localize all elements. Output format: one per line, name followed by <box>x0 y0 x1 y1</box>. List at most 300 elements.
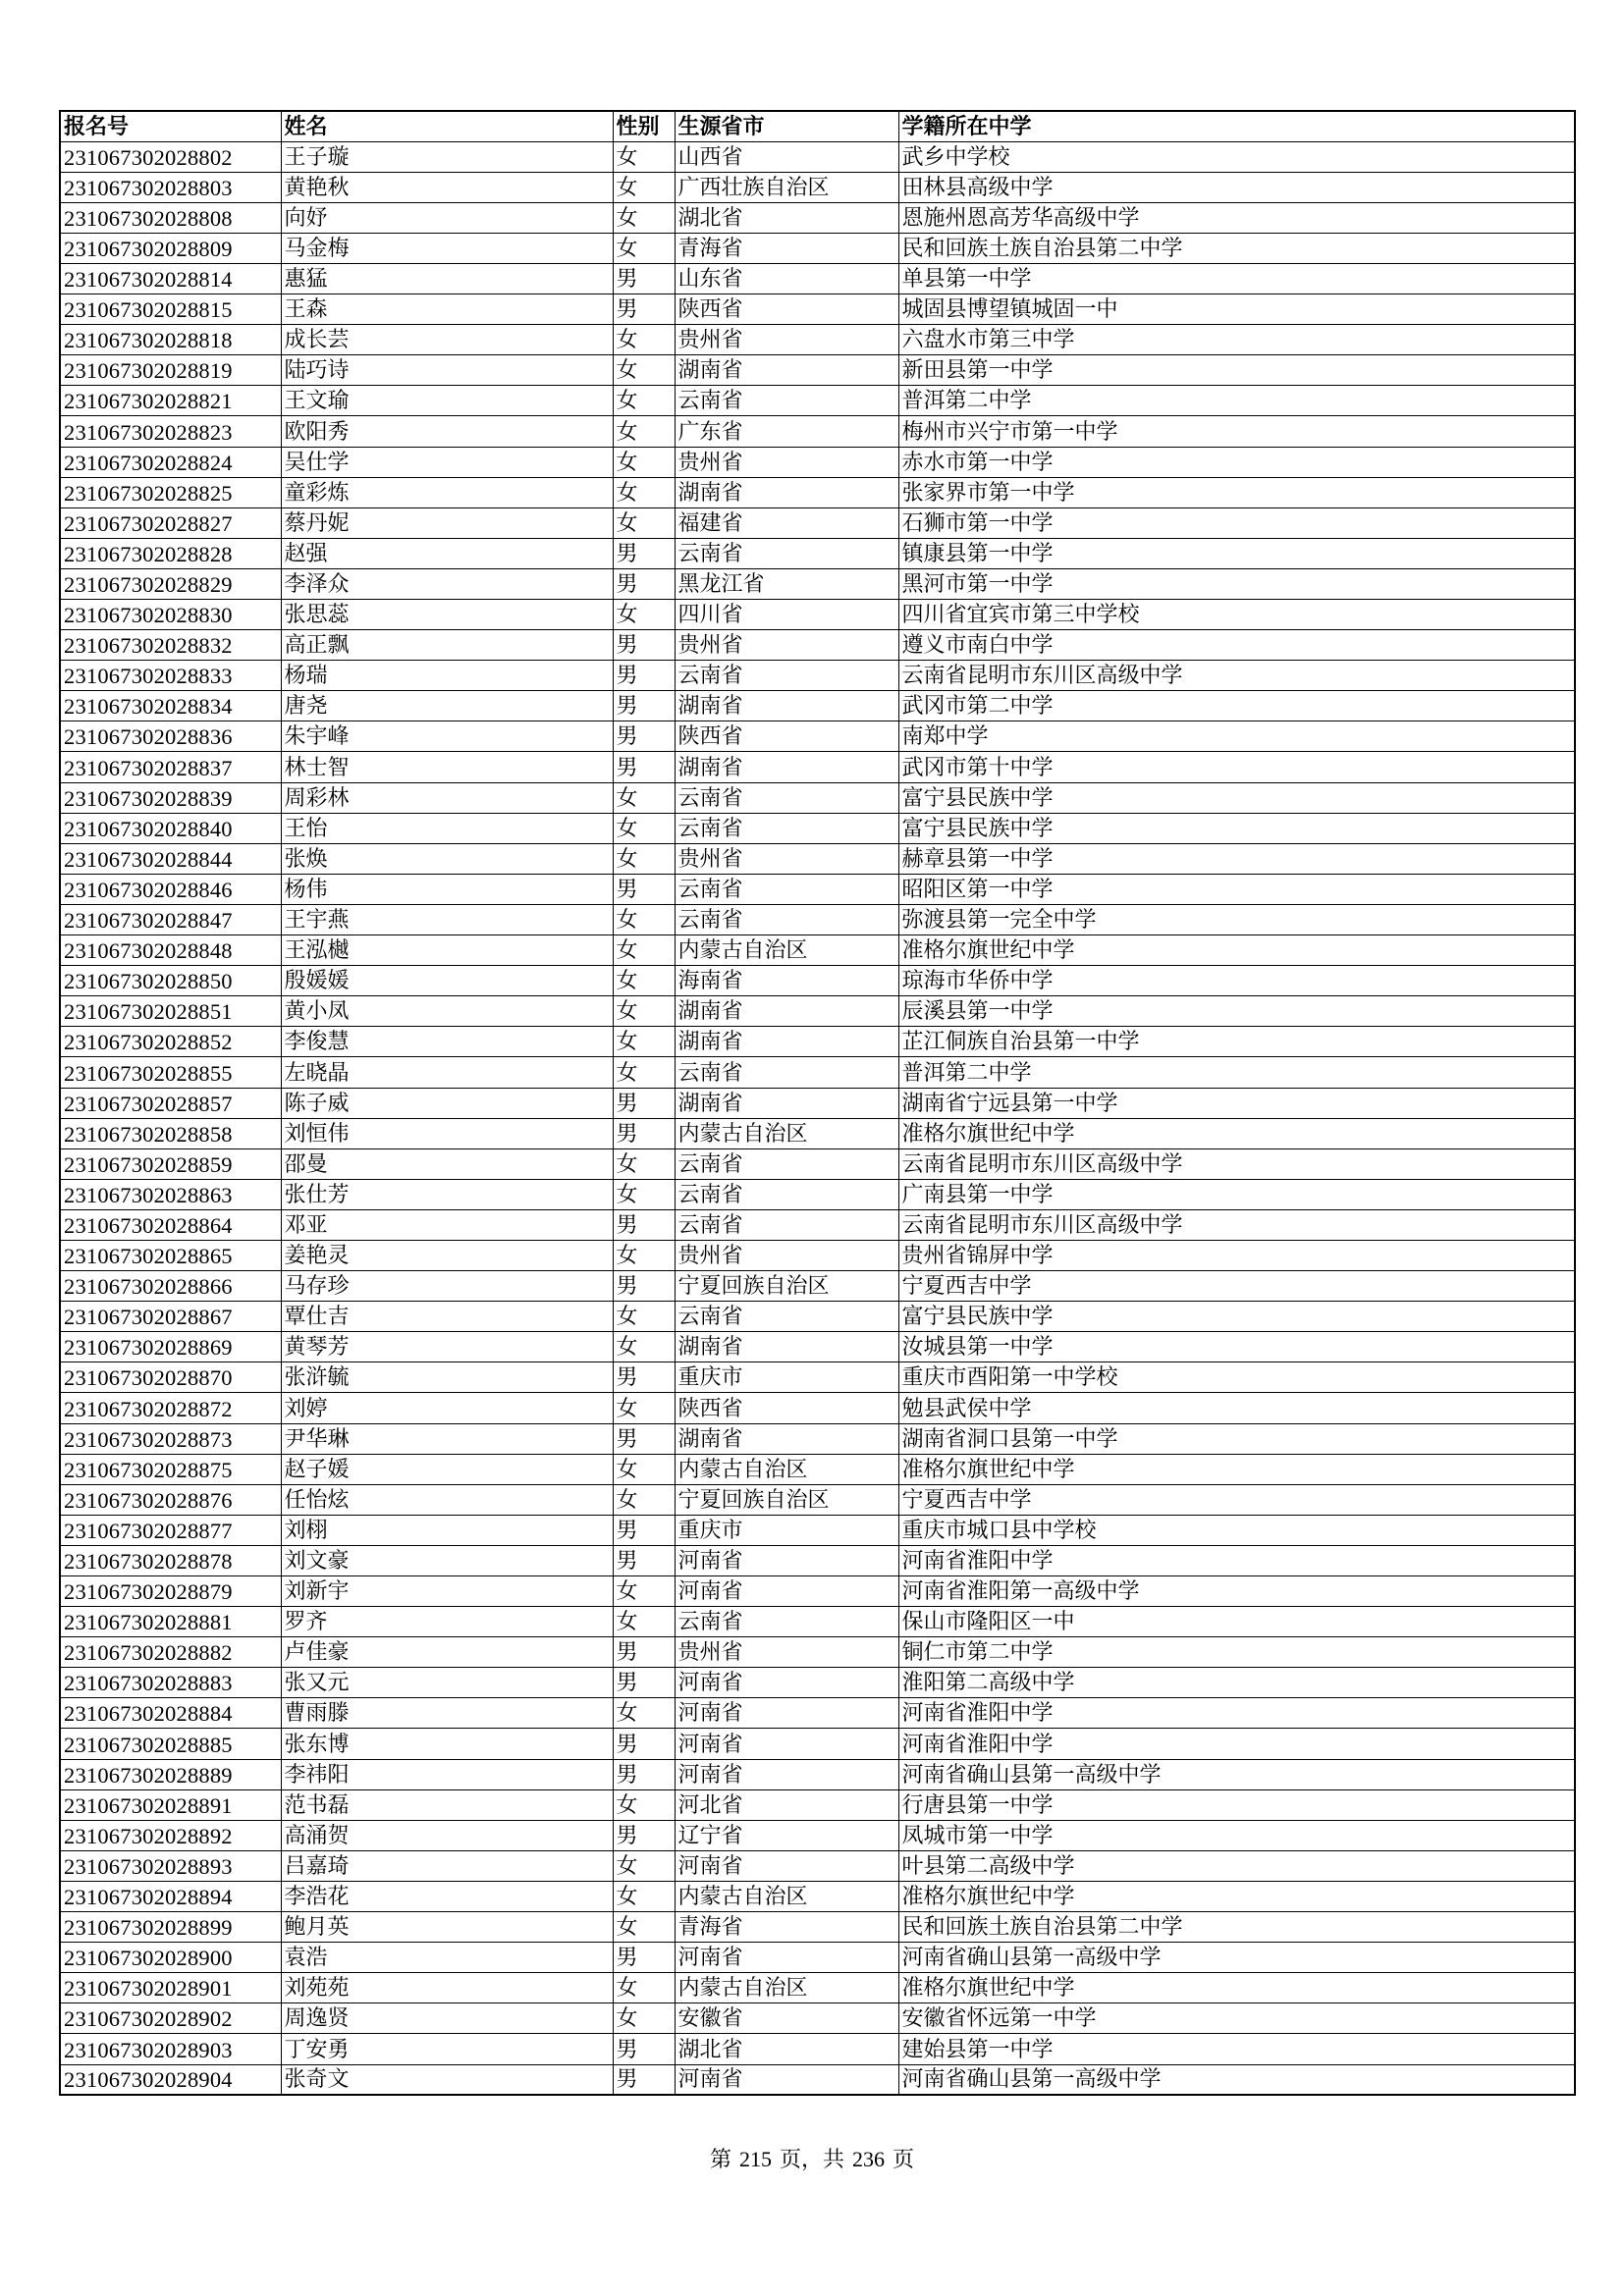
table-row <box>60 1393 1575 1423</box>
table-row <box>60 294 1575 325</box>
province-cell: 辽宁省 <box>675 1820 898 1850</box>
province-cell: 云南省 <box>675 386 898 416</box>
registration-number-cell: 231067302028865 <box>60 1240 281 1270</box>
name-cell: 丁安勇 <box>281 2034 613 2064</box>
school-cell: 民和回族土族自治县第二中学 <box>898 233 1575 263</box>
table-row <box>60 416 1575 447</box>
gender-cell: 男 <box>613 874 675 904</box>
gender-cell: 男 <box>613 568 675 599</box>
table-row <box>60 1881 1575 1911</box>
province-cell: 青海省 <box>675 233 898 263</box>
name-cell: 范书磊 <box>281 1789 613 1820</box>
gender-cell: 女 <box>613 1850 675 1881</box>
table-row <box>60 1912 1575 1943</box>
table-row <box>60 843 1575 874</box>
registration-number-cell: 231067302028825 <box>60 477 281 507</box>
province-cell: 云南省 <box>675 1209 898 1240</box>
registration-number-cell: 231067302028834 <box>60 691 281 721</box>
registration-number-cell: 231067302028848 <box>60 935 281 966</box>
registration-number-cell: 231067302028859 <box>60 1148 281 1179</box>
school-cell: 辰溪县第一中学 <box>898 996 1575 1027</box>
school-cell: 恩施州恩高芳华高级中学 <box>898 202 1575 233</box>
gender-cell: 女 <box>613 813 675 843</box>
table-row <box>60 1179 1575 1209</box>
province-cell: 湖南省 <box>675 1332 898 1362</box>
table-header-row <box>60 111 1575 141</box>
registration-number-cell: 231067302028900 <box>60 1943 281 1973</box>
gender-cell: 女 <box>613 1393 675 1423</box>
gender-cell: 男 <box>613 294 675 325</box>
registration-number-cell: 231067302028870 <box>60 1362 281 1393</box>
province-cell: 内蒙古自治区 <box>675 1973 898 2003</box>
province-cell: 湖南省 <box>675 1423 898 1454</box>
registration-number-cell: 231067302028863 <box>60 1179 281 1209</box>
name-cell: 黄小凤 <box>281 996 613 1027</box>
gender-cell: 女 <box>613 141 675 172</box>
school-cell: 河南省确山县第一高级中学 <box>898 2064 1575 2095</box>
registration-number-cell: 231067302028875 <box>60 1454 281 1484</box>
school-cell: 安徽省怀远第一中学 <box>898 2003 1575 2034</box>
name-cell: 姜艳灵 <box>281 1240 613 1270</box>
province-cell: 四川省 <box>675 600 898 630</box>
province-cell: 宁夏回族自治区 <box>675 1271 898 1302</box>
table-row <box>60 507 1575 538</box>
registration-number-cell: 231067302028827 <box>60 507 281 538</box>
name-cell: 罗齐 <box>281 1607 613 1637</box>
province-cell: 青海省 <box>675 1912 898 1943</box>
registration-number-cell: 231067302028852 <box>60 1027 281 1057</box>
table-row <box>60 1576 1575 1607</box>
registration-number-cell: 231067302028892 <box>60 1820 281 1850</box>
gender-cell: 女 <box>613 172 675 202</box>
registration-number-cell: 231067302028851 <box>60 996 281 1027</box>
province-cell: 河南省 <box>675 1850 898 1881</box>
school-cell: 河南省淮阳第一高级中学 <box>898 1576 1575 1607</box>
school-cell: 南郑中学 <box>898 721 1575 752</box>
province-cell: 湖南省 <box>675 752 898 782</box>
school-cell: 田林县高级中学 <box>898 172 1575 202</box>
province-cell: 重庆市 <box>675 1362 898 1393</box>
registration-number-cell: 231067302028814 <box>60 263 281 294</box>
registration-number-cell: 231067302028858 <box>60 1118 281 1148</box>
table-row <box>60 1088 1575 1118</box>
school-cell: 石狮市第一中学 <box>898 507 1575 538</box>
province-cell: 重庆市 <box>675 1515 898 1545</box>
province-cell: 陕西省 <box>675 1393 898 1423</box>
registration-number-cell: 231067302028879 <box>60 1576 281 1607</box>
school-cell: 宁夏西吉中学 <box>898 1484 1575 1515</box>
gender-cell: 女 <box>613 1607 675 1637</box>
name-cell: 王泓樾 <box>281 935 613 966</box>
name-cell: 曹雨滕 <box>281 1698 613 1729</box>
table-row <box>60 1850 1575 1881</box>
table-row <box>60 661 1575 691</box>
name-cell: 左晓晶 <box>281 1057 613 1088</box>
registration-number-cell: 231067302028894 <box>60 1881 281 1911</box>
province-cell: 山东省 <box>675 263 898 294</box>
school-cell: 准格尔旗世纪中学 <box>898 1973 1575 2003</box>
registration-number-cell: 231067302028808 <box>60 202 281 233</box>
name-cell: 欧阳秀 <box>281 416 613 447</box>
header-name: 姓名 <box>281 111 613 141</box>
name-cell: 张思蕊 <box>281 600 613 630</box>
province-cell: 海南省 <box>675 966 898 996</box>
province-cell: 贵州省 <box>675 1637 898 1668</box>
school-cell: 河南省确山县第一高级中学 <box>898 1943 1575 1973</box>
school-cell: 湖南省宁远县第一中学 <box>898 1088 1575 1118</box>
school-cell: 凤城市第一中学 <box>898 1820 1575 1850</box>
name-cell: 王怡 <box>281 813 613 843</box>
table-row <box>60 141 1575 172</box>
gender-cell: 女 <box>613 1332 675 1362</box>
table-row <box>60 2064 1575 2095</box>
gender-cell: 女 <box>613 996 675 1027</box>
name-cell: 殷媛媛 <box>281 966 613 996</box>
school-cell: 富宁县民族中学 <box>898 782 1575 813</box>
gender-cell: 男 <box>613 1820 675 1850</box>
province-cell: 安徽省 <box>675 2003 898 2034</box>
name-cell: 杨伟 <box>281 874 613 904</box>
province-cell: 贵州省 <box>675 447 898 477</box>
school-cell: 汝城县第一中学 <box>898 1332 1575 1362</box>
gender-cell: 女 <box>613 904 675 934</box>
registration-number-cell: 231067302028904 <box>60 2064 281 2095</box>
school-cell: 镇康县第一中学 <box>898 538 1575 568</box>
registration-number-cell: 231067302028832 <box>60 630 281 661</box>
registration-number-cell: 231067302028823 <box>60 416 281 447</box>
gender-cell: 男 <box>613 721 675 752</box>
school-cell: 城固县博望镇城固一中 <box>898 294 1575 325</box>
school-cell: 四川省宜宾市第三中学校 <box>898 600 1575 630</box>
school-cell: 普洱第二中学 <box>898 386 1575 416</box>
province-cell: 内蒙古自治区 <box>675 1881 898 1911</box>
gender-cell: 女 <box>613 1973 675 2003</box>
school-cell: 新田县第一中学 <box>898 355 1575 386</box>
gender-cell: 女 <box>613 1057 675 1088</box>
registration-number-cell: 231067302028885 <box>60 1729 281 1759</box>
gender-cell: 男 <box>613 630 675 661</box>
gender-cell: 女 <box>613 1240 675 1270</box>
registration-number-cell: 231067302028857 <box>60 1088 281 1118</box>
name-cell: 李浩花 <box>281 1881 613 1911</box>
registration-number-cell: 231067302028901 <box>60 1973 281 2003</box>
table-row <box>60 874 1575 904</box>
school-cell: 河南省淮阳中学 <box>898 1698 1575 1729</box>
school-cell: 准格尔旗世纪中学 <box>898 935 1575 966</box>
province-cell: 河南省 <box>675 1729 898 1759</box>
name-cell: 成长芸 <box>281 325 613 355</box>
name-cell: 王文瑜 <box>281 386 613 416</box>
gender-cell: 男 <box>613 2064 675 2095</box>
page-number: 215 <box>738 2147 772 2171</box>
table-row <box>60 1362 1575 1393</box>
name-cell: 黄艳秋 <box>281 172 613 202</box>
name-cell: 覃仕吉 <box>281 1302 613 1332</box>
table-row <box>60 1820 1575 1850</box>
name-cell: 张焕 <box>281 843 613 874</box>
registration-number-cell: 231067302028884 <box>60 1698 281 1729</box>
registration-number-cell: 231067302028828 <box>60 538 281 568</box>
province-cell: 贵州省 <box>675 630 898 661</box>
gender-cell: 男 <box>613 1271 675 1302</box>
school-cell: 云南省昆明市东川区高级中学 <box>898 661 1575 691</box>
registration-number-cell: 231067302028866 <box>60 1271 281 1302</box>
school-cell: 行唐县第一中学 <box>898 1789 1575 1820</box>
school-cell: 广南县第一中学 <box>898 1179 1575 1209</box>
name-cell: 唐尧 <box>281 691 613 721</box>
gender-cell: 女 <box>613 966 675 996</box>
table-row <box>60 752 1575 782</box>
registration-number-cell: 231067302028839 <box>60 782 281 813</box>
province-cell: 湖南省 <box>675 477 898 507</box>
name-cell: 陈子威 <box>281 1088 613 1118</box>
gender-cell: 女 <box>613 1179 675 1209</box>
school-cell: 叶县第二高级中学 <box>898 1850 1575 1881</box>
footer-mid: 页，共 <box>779 2147 844 2171</box>
school-cell: 宁夏西吉中学 <box>898 1271 1575 1302</box>
province-cell: 内蒙古自治区 <box>675 935 898 966</box>
registration-number-cell: 231067302028837 <box>60 752 281 782</box>
table-row <box>60 1759 1575 1789</box>
province-cell: 云南省 <box>675 874 898 904</box>
table-row <box>60 1423 1575 1454</box>
province-cell: 河南省 <box>675 1759 898 1789</box>
province-cell: 河南省 <box>675 1545 898 1575</box>
gender-cell: 男 <box>613 538 675 568</box>
table-row <box>60 2034 1575 2064</box>
registration-number-cell: 231067302028802 <box>60 141 281 172</box>
table-row <box>60 1057 1575 1088</box>
gender-cell: 男 <box>613 661 675 691</box>
table-row <box>60 1637 1575 1668</box>
table-row <box>60 386 1575 416</box>
gender-cell: 女 <box>613 416 675 447</box>
name-cell: 蔡丹妮 <box>281 507 613 538</box>
name-cell: 林士智 <box>281 752 613 782</box>
name-cell: 马存珍 <box>281 1271 613 1302</box>
registration-number-cell: 231067302028846 <box>60 874 281 904</box>
province-cell: 湖南省 <box>675 691 898 721</box>
school-cell: 富宁县民族中学 <box>898 1302 1575 1332</box>
name-cell: 周逸贤 <box>281 2003 613 2034</box>
province-cell: 云南省 <box>675 1179 898 1209</box>
gender-cell: 男 <box>613 1943 675 1973</box>
registration-number-cell: 231067302028809 <box>60 233 281 263</box>
name-cell: 张又元 <box>281 1668 613 1698</box>
registration-number-cell: 231067302028899 <box>60 1912 281 1943</box>
name-cell: 吴仕学 <box>281 447 613 477</box>
footer-prefix: 第 <box>709 2147 731 2171</box>
gender-cell: 男 <box>613 691 675 721</box>
name-cell: 刘苑苑 <box>281 1973 613 2003</box>
registration-number-cell: 231067302028891 <box>60 1789 281 1820</box>
school-cell: 梅州市兴宁市第一中学 <box>898 416 1575 447</box>
name-cell: 刘栩 <box>281 1515 613 1545</box>
school-cell: 云南省昆明市东川区高级中学 <box>898 1209 1575 1240</box>
table-row <box>60 1332 1575 1362</box>
registration-number-cell: 231067302028844 <box>60 843 281 874</box>
school-cell: 湖南省洞口县第一中学 <box>898 1423 1575 1454</box>
table-row <box>60 538 1575 568</box>
name-cell: 李俊慧 <box>281 1027 613 1057</box>
name-cell: 王子璇 <box>281 141 613 172</box>
school-cell: 富宁县民族中学 <box>898 813 1575 843</box>
name-cell: 周彩林 <box>281 782 613 813</box>
school-cell: 淮阳第二高级中学 <box>898 1668 1575 1698</box>
school-cell: 武冈市第十中学 <box>898 752 1575 782</box>
gender-cell: 女 <box>613 1912 675 1943</box>
registration-number-cell: 231067302028833 <box>60 661 281 691</box>
province-cell: 湖南省 <box>675 1027 898 1057</box>
table-row <box>60 202 1575 233</box>
province-cell: 宁夏回族自治区 <box>675 1484 898 1515</box>
school-cell: 琼海市华侨中学 <box>898 966 1575 996</box>
table-row <box>60 721 1575 752</box>
gender-cell: 女 <box>613 386 675 416</box>
gender-cell: 女 <box>613 1789 675 1820</box>
table-row <box>60 172 1575 202</box>
name-cell: 陆巧诗 <box>281 355 613 386</box>
name-cell: 任怡炫 <box>281 1484 613 1515</box>
gender-cell: 男 <box>613 752 675 782</box>
school-cell: 准格尔旗世纪中学 <box>898 1118 1575 1148</box>
table-row <box>60 630 1575 661</box>
name-cell: 马金梅 <box>281 233 613 263</box>
gender-cell: 女 <box>613 507 675 538</box>
registration-number-cell: 231067302028847 <box>60 904 281 934</box>
name-cell: 李泽众 <box>281 568 613 599</box>
table-row <box>60 1973 1575 2003</box>
gender-cell: 女 <box>613 202 675 233</box>
table-row <box>60 355 1575 386</box>
table-row <box>60 691 1575 721</box>
total-pages: 236 <box>852 2147 885 2171</box>
name-cell: 刘新宇 <box>281 1576 613 1607</box>
name-cell: 童彩炼 <box>281 477 613 507</box>
table-row <box>60 1209 1575 1240</box>
province-cell: 云南省 <box>675 1148 898 1179</box>
registration-number-cell: 231067302028803 <box>60 172 281 202</box>
province-cell: 云南省 <box>675 813 898 843</box>
school-cell: 黑河市第一中学 <box>898 568 1575 599</box>
table-row <box>60 1484 1575 1515</box>
gender-cell: 男 <box>613 1515 675 1545</box>
table-row <box>60 1118 1575 1148</box>
table-row <box>60 1789 1575 1820</box>
registration-number-cell: 231067302028829 <box>60 568 281 599</box>
gender-cell: 女 <box>613 600 675 630</box>
name-cell: 赵子媛 <box>281 1454 613 1484</box>
gender-cell: 男 <box>613 1118 675 1148</box>
name-cell: 杨瑞 <box>281 661 613 691</box>
school-cell: 芷江侗族自治县第一中学 <box>898 1027 1575 1057</box>
province-cell: 陕西省 <box>675 721 898 752</box>
school-cell: 河南省淮阳中学 <box>898 1545 1575 1575</box>
school-cell: 重庆市酉阳第一中学校 <box>898 1362 1575 1393</box>
registration-number-cell: 231067302028869 <box>60 1332 281 1362</box>
gender-cell: 女 <box>613 935 675 966</box>
school-cell: 准格尔旗世纪中学 <box>898 1454 1575 1484</box>
registration-number-cell: 231067302028819 <box>60 355 281 386</box>
school-cell: 赤水市第一中学 <box>898 447 1575 477</box>
province-cell: 湖北省 <box>675 2034 898 2064</box>
registration-number-cell: 231067302028850 <box>60 966 281 996</box>
table-row <box>60 966 1575 996</box>
school-cell: 武乡中学校 <box>898 141 1575 172</box>
province-cell: 云南省 <box>675 904 898 934</box>
gender-cell: 男 <box>613 1088 675 1118</box>
table-row <box>60 1148 1575 1179</box>
province-cell: 广西壮族自治区 <box>675 172 898 202</box>
name-cell: 刘文豪 <box>281 1545 613 1575</box>
province-cell: 云南省 <box>675 1302 898 1332</box>
table-row <box>60 782 1575 813</box>
province-cell: 陕西省 <box>675 294 898 325</box>
table-row <box>60 1240 1575 1270</box>
name-cell: 张浒毓 <box>281 1362 613 1393</box>
gender-cell: 女 <box>613 1698 675 1729</box>
province-cell: 河南省 <box>675 1668 898 1698</box>
school-cell: 云南省昆明市东川区高级中学 <box>898 1148 1575 1179</box>
school-cell: 勉县武侯中学 <box>898 1393 1575 1423</box>
registration-number-cell: 231067302028889 <box>60 1759 281 1789</box>
gender-cell: 女 <box>613 1454 675 1484</box>
table-row <box>60 813 1575 843</box>
school-cell: 重庆市城口县中学校 <box>898 1515 1575 1545</box>
table-row <box>60 1027 1575 1057</box>
name-cell: 李祎阳 <box>281 1759 613 1789</box>
registration-number-cell: 231067302028877 <box>60 1515 281 1545</box>
school-cell: 民和回族土族自治县第二中学 <box>898 1912 1575 1943</box>
table-row <box>60 1668 1575 1698</box>
table-row <box>60 996 1575 1027</box>
registration-number-cell: 231067302028855 <box>60 1057 281 1088</box>
table-row <box>60 904 1575 934</box>
gender-cell: 女 <box>613 1027 675 1057</box>
province-cell: 河南省 <box>675 1576 898 1607</box>
table-row <box>60 935 1575 966</box>
registration-number-cell: 231067302028836 <box>60 721 281 752</box>
registration-number-cell: 231067302028840 <box>60 813 281 843</box>
school-cell: 保山市隆阳区一中 <box>898 1607 1575 1637</box>
school-cell: 河南省确山县第一高级中学 <box>898 1759 1575 1789</box>
registration-number-cell: 231067302028881 <box>60 1607 281 1637</box>
name-cell: 刘恒伟 <box>281 1118 613 1148</box>
gender-cell: 男 <box>613 1637 675 1668</box>
gender-cell: 女 <box>613 355 675 386</box>
registration-number-cell: 231067302028864 <box>60 1209 281 1240</box>
province-cell: 湖南省 <box>675 1088 898 1118</box>
school-cell: 武冈市第二中学 <box>898 691 1575 721</box>
registration-number-cell: 231067302028883 <box>60 1668 281 1698</box>
name-cell: 吕嘉琦 <box>281 1850 613 1881</box>
gender-cell: 女 <box>613 1302 675 1332</box>
table-row <box>60 477 1575 507</box>
name-cell: 邵曼 <box>281 1148 613 1179</box>
school-cell: 张家界市第一中学 <box>898 477 1575 507</box>
table-row <box>60 1545 1575 1575</box>
province-cell: 福建省 <box>675 507 898 538</box>
gender-cell: 女 <box>613 843 675 874</box>
registration-number-cell: 231067302028893 <box>60 1850 281 1881</box>
province-cell: 黑龙江省 <box>675 568 898 599</box>
table-row <box>60 233 1575 263</box>
header-gender: 性别 <box>613 111 675 141</box>
gender-cell: 男 <box>613 263 675 294</box>
province-cell: 贵州省 <box>675 843 898 874</box>
name-cell: 鲍月英 <box>281 1912 613 1943</box>
registration-number-cell: 231067302028882 <box>60 1637 281 1668</box>
